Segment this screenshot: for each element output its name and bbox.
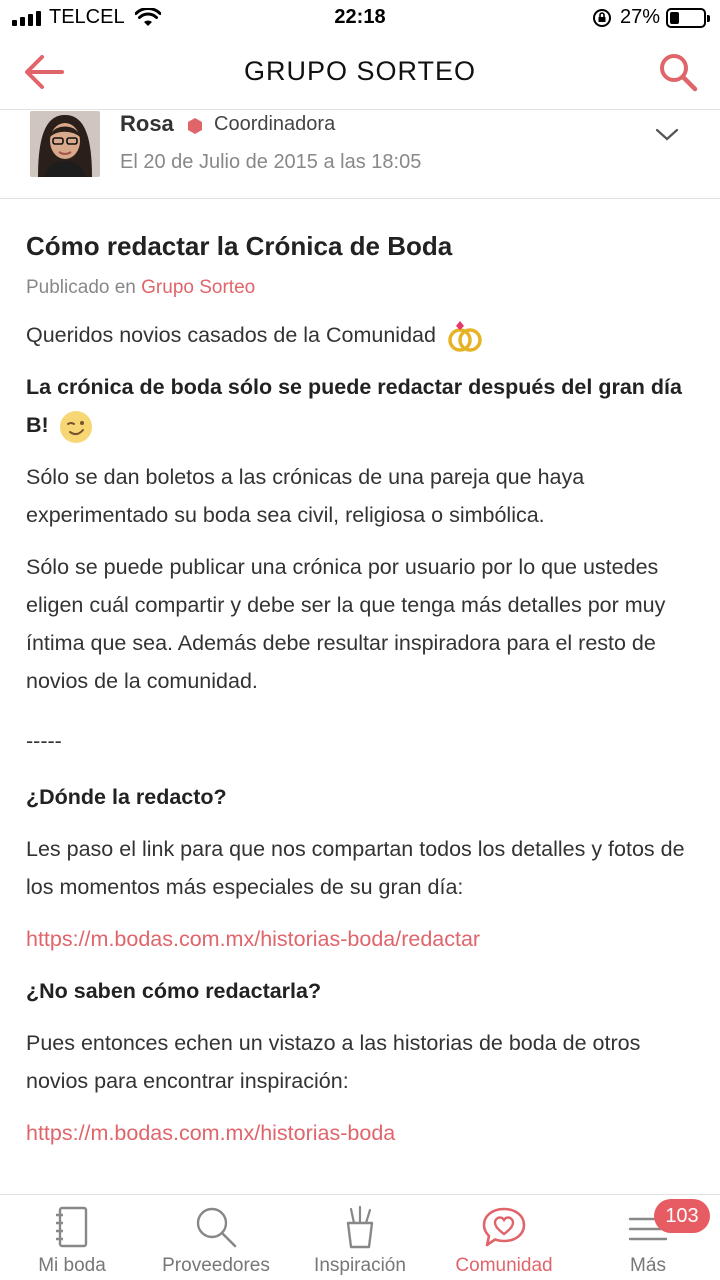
hexagon-badge-icon bbox=[186, 117, 204, 135]
paragraph-text: Queridos novios casados de la Comunidad bbox=[26, 323, 436, 347]
tab-label: Mi boda bbox=[38, 1255, 106, 1276]
pencil-cup-icon bbox=[340, 1205, 380, 1249]
post-title: Cómo redactar la Crónica de Boda bbox=[26, 231, 453, 261]
paragraph-bold bbox=[26, 368, 696, 444]
section-heading: ¿Dónde la redacto? bbox=[26, 785, 227, 810]
tab-mi-boda[interactable] bbox=[0, 1195, 144, 1280]
orientation-lock-icon bbox=[592, 8, 612, 28]
tab-comunidad[interactable] bbox=[432, 1195, 576, 1280]
avatar[interactable] bbox=[30, 111, 100, 177]
battery-icon bbox=[666, 8, 706, 28]
post-date: El 20 de Julio de 2015 a las 18:05 bbox=[120, 151, 422, 173]
battery-fill bbox=[670, 12, 679, 24]
author-strip bbox=[0, 111, 720, 199]
rings-emoji-icon bbox=[446, 318, 484, 354]
chevron-down-icon[interactable] bbox=[654, 125, 680, 145]
heart-chat-icon bbox=[480, 1205, 528, 1249]
status-time: 22:18 bbox=[334, 6, 386, 28]
app-header bbox=[0, 36, 720, 110]
tab-label: Más bbox=[630, 1255, 666, 1276]
status-bar bbox=[0, 0, 720, 36]
avatar-image bbox=[30, 111, 100, 177]
paragraph: Sólo se puede publicar una crónica por usuario por lo que ustedes eligen cuál compartir y debe ser la que tenga más detalles por muy íntima que sea. Además debe resultar inspiradora para el resto de novios de la comunidad. bbox=[26, 555, 666, 694]
tab-proveedores[interactable] bbox=[144, 1195, 288, 1280]
tab-inspiracion[interactable] bbox=[288, 1195, 432, 1280]
post-content bbox=[26, 226, 696, 1152]
paragraph-text: La crónica de boda sólo se puede redactar después del gran día B! bbox=[26, 375, 682, 438]
author-name[interactable]: Rosa bbox=[120, 111, 174, 136]
paragraph bbox=[26, 316, 696, 354]
published-line bbox=[26, 274, 696, 302]
wink-emoji-icon bbox=[59, 410, 93, 444]
divider-text: ----- bbox=[26, 729, 62, 754]
section-heading: ¿No saben cómo redactarla? bbox=[26, 979, 322, 1004]
tab-label: Proveedores bbox=[162, 1255, 270, 1276]
author-role: Coordinadora bbox=[214, 113, 336, 135]
search-button[interactable] bbox=[656, 50, 700, 94]
tab-label: Comunidad bbox=[455, 1255, 553, 1276]
paragraph: Pues entonces echen un vistazo a las historias de boda de otros novios para encontrar inspiración: bbox=[26, 1031, 641, 1094]
bottom-tab-bar bbox=[0, 1194, 720, 1280]
notebook-icon bbox=[52, 1205, 92, 1249]
notification-badge: 103 bbox=[654, 1199, 710, 1233]
published-prefix: Publicado en bbox=[26, 277, 136, 298]
group-link[interactable]: Grupo Sorteo bbox=[141, 277, 256, 298]
tab-mas[interactable] bbox=[576, 1195, 720, 1280]
battery-percent: 27% bbox=[619, 6, 660, 28]
paragraph: Les paso el link para que nos compartan todos los detalles y fotos de los momentos más especiales de su gran día: bbox=[26, 837, 685, 900]
historias-link[interactable]: https://m.bodas.com.mx/historias-boda bbox=[26, 1121, 396, 1146]
search-icon bbox=[656, 50, 700, 94]
paragraph: Sólo se dan boletos a las crónicas de una pareja que haya experimentado su boda sea civil, religiosa o simbólica. bbox=[26, 465, 585, 528]
status-right bbox=[592, 6, 706, 29]
redactar-link[interactable]: https://m.bodas.com.mx/historias-boda/redactar bbox=[26, 927, 481, 952]
tab-label: Inspiración bbox=[314, 1255, 406, 1276]
page-title: GRUPO SORTEO bbox=[243, 56, 477, 86]
carrier-name: TELCEL bbox=[49, 6, 125, 28]
search-icon bbox=[193, 1205, 239, 1249]
